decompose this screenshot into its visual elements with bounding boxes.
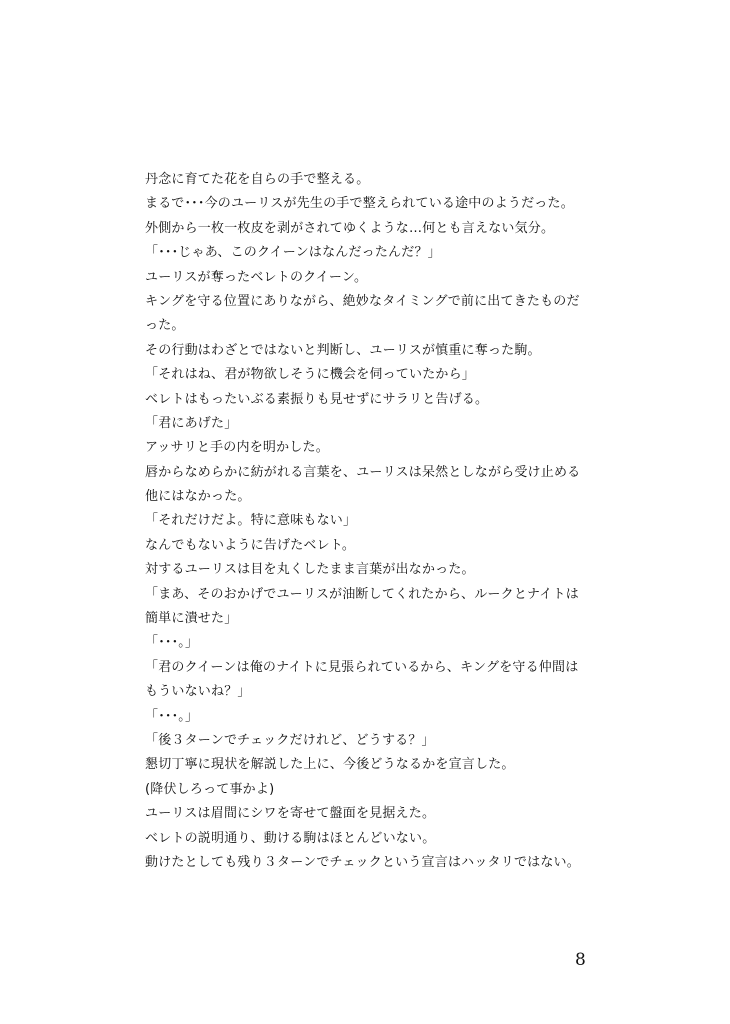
text-line: その行動はわざとではないと判断し、ユーリスが慎重に奪った駒。 xyxy=(145,342,541,358)
text-line: ユーリスが奪ったベレトのクイーン。 xyxy=(145,269,368,285)
text-line: なんでもないように告げたベレト。 xyxy=(145,537,356,553)
text-line: ベレトの説明通り、動ける駒はほとんどいない。 xyxy=(145,830,436,846)
text-line: 丹念に育てた花を自らの手で整える。 xyxy=(145,172,370,187)
text-line: 「君にあげた」 xyxy=(145,415,238,431)
text-line: 動けたとしても残り３ターンでチェックという宣言はハッタリではない。 xyxy=(145,854,580,870)
text-line: 懇切丁寧に現状を解説した上に、今後どうなるかを宣言した。 xyxy=(145,757,515,773)
text-line: った。 xyxy=(145,318,185,334)
text-line: 外側から一枚一枚皮を剥がされてゆくような…何とも言えない気分。 xyxy=(145,220,555,236)
text-line: 「後３ターンでチェックだけれど、どうする？」 xyxy=(145,732,435,748)
body-text xyxy=(145,168,595,875)
text-line: 「まあ、そのおかげでユーリスが油断してくれたから、ルークとナイトは xyxy=(145,586,579,602)
page-number: 8 xyxy=(575,950,586,970)
text-line: もういないね？」 xyxy=(145,684,251,700)
text-line: キングを守る位置にありながら、絶妙なタイミングで前に出てきたものだ xyxy=(145,293,580,309)
text-line: 「君のクイーンは俺のナイトに見張られているから、キングを守る仲間は xyxy=(145,659,579,675)
text-line: 簡単に潰せた」 xyxy=(145,611,238,627)
text-line: 他にはなかった。 xyxy=(145,489,251,505)
text-line: アッサリと手の内を明かした。 xyxy=(145,440,329,456)
text-line: 「それだけだよ。特に意味もない」 xyxy=(145,513,357,529)
text-line: まるで･･･今のユーリスが先生の手で整えられている途中のようだった。 xyxy=(145,196,574,212)
text-line: 「･･･。」 xyxy=(145,708,199,724)
text-line: 「それはね、君が物欲しそうに機会を伺っていたから」 xyxy=(145,367,476,383)
text-line: 唇からなめらかに紡がれる言葉を、ユーリスは呆然としながら受け止める xyxy=(145,464,581,480)
text-line: 対するユーリスは目を丸くしたまま言葉が出なかった。 xyxy=(145,562,475,578)
text-line: ベレトはもったいぶる素振りも見せずにサラリと告げる。 xyxy=(145,391,489,407)
text-line: (降伏しろって事かよ) xyxy=(145,781,275,797)
text-line: 「･･･じゃあ、このクイーンはなんだったんだ？」 xyxy=(145,245,441,261)
text-line: 「･･･。」 xyxy=(145,635,199,651)
text-line: ユーリスは眉間にシワを寄せて盤面を見据えた。 xyxy=(145,806,436,822)
